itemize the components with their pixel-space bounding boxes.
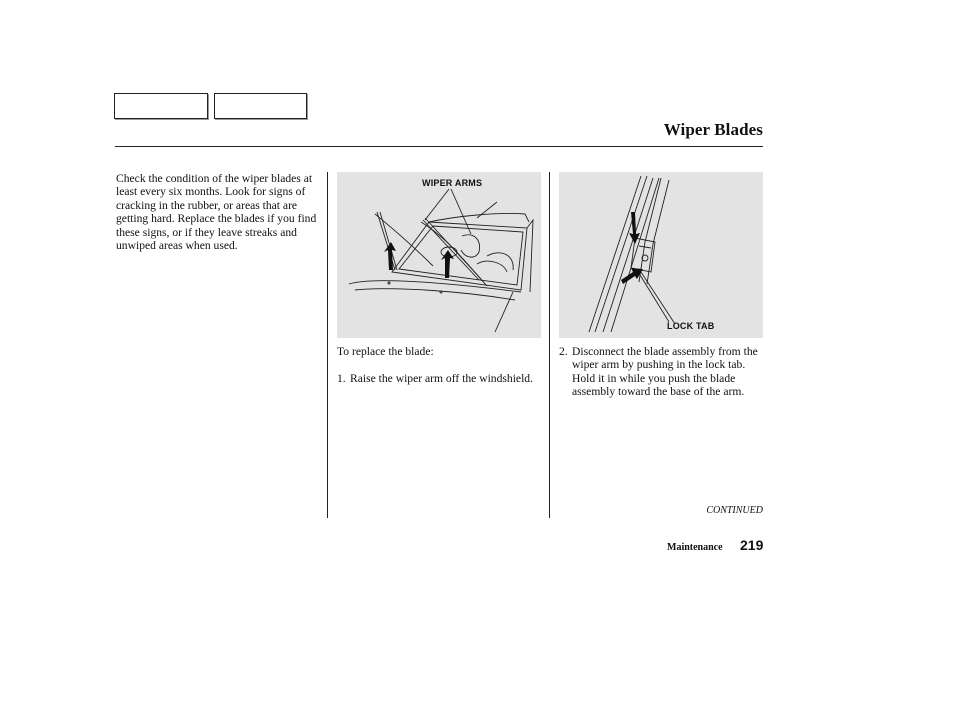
page-number: 219 (740, 537, 764, 553)
step-2 (559, 345, 764, 399)
nav-tab-left[interactable] (114, 93, 208, 119)
lock-tab-label: LOCK TAB (667, 321, 715, 331)
section-name: Maintenance (667, 542, 723, 553)
intro-paragraph: Check the condition of the wiper blades at least every six months. Look for signs of cracking in the rubber, or areas that are getting hard. Replace the blades if you find these signs, or if they leave streaks and unwiped areas when used. (116, 172, 317, 253)
step-1-text: Raise the wiper arm off the windshield. (350, 372, 533, 385)
lock-tab-illustration (559, 172, 763, 338)
replace-intro: To replace the blade: (337, 345, 434, 358)
header-rule (115, 146, 763, 147)
step-1-number: 1. (337, 372, 346, 385)
column-divider-2 (549, 172, 550, 518)
step-2-number: 2. (559, 345, 568, 358)
wiper-arms-illustration (337, 172, 541, 338)
step-2-text: Disconnect the blade assembly from the wiper arm by pushing in the lock tab. Hold it in while you push the blade assembly toward the base of the arm. (572, 345, 758, 399)
blade-assembly-drawing (559, 172, 763, 338)
column-divider-1 (327, 172, 328, 518)
step-1 (337, 372, 542, 385)
page-title: Wiper Blades (663, 120, 763, 139)
nav-tab-right[interactable] (214, 93, 307, 119)
windshield-drawing (337, 172, 541, 338)
continued-note: CONTINUED (706, 505, 763, 516)
wiper-arms-label: WIPER ARMS (422, 178, 483, 188)
